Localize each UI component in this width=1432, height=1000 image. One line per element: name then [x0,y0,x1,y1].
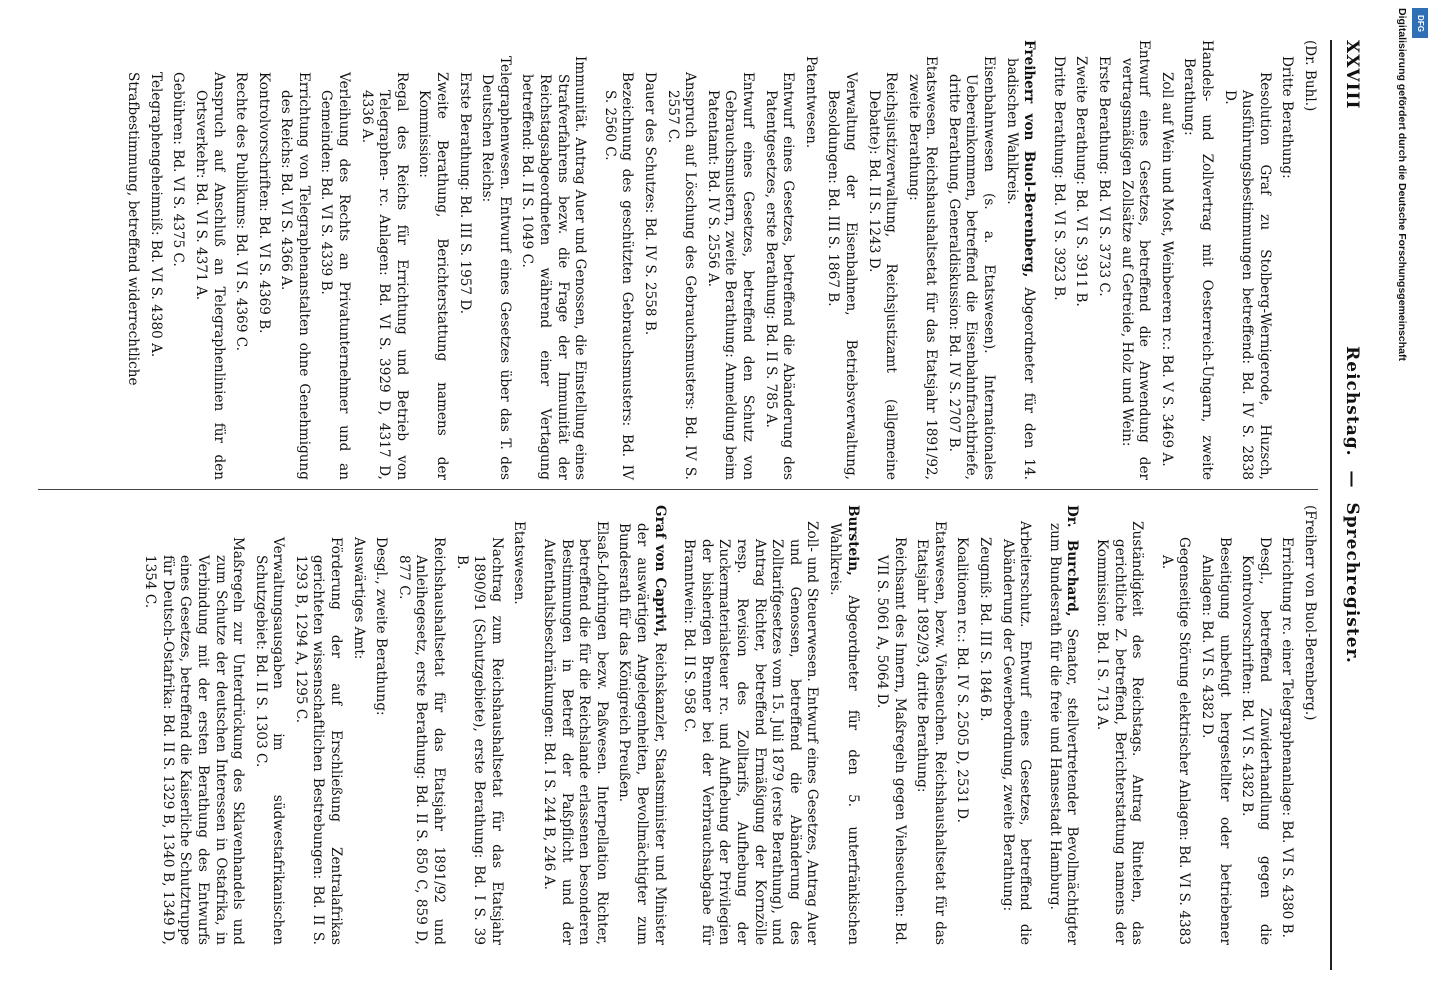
register-entry [1238,505,1273,945]
register-entry [254,40,272,480]
entry-text: Telegraphenwesen. Entwurf eines Gesetzes über das T. des Deutschen Reichs: [479,56,513,480]
entry-text: Anspruch auf Löschung des Gebrauchsmusters: Bd. IV S. 2557 C. [664,72,699,480]
register-entry [600,40,635,480]
dfg-logo [1412,8,1428,38]
column-divider [38,489,1318,490]
register-entry [455,40,473,480]
entry-text: Zoll- und Steuerwesen. Entwurf eines Gesetzes, Antrag Auer und Genossen, betreffend die Abänderung des Zolltarifgesetzes vom 15. Juli 1879 (erste Berathung), und Antrag Richter, betreffend Ermäßigung der Kornzölle resp. Revision des Zolltarifs, Aufhebung der Zuckermaterialsteuer rc. und Aufhebung der Privilegien der bisherigen Brenner bei der Verbrauchsabgabe für Branntwein: Bd. II S. 958 C. [681,521,821,945]
entry-text: Reichsamt des Innern, Maßregeln gegen Viehseuchen: Bd. VII S. 5061 A, 5064 D. [874,537,908,945]
register-entry [349,505,367,945]
register-entry [518,40,588,480]
register-entry [1049,40,1067,480]
entry-text: Entwurf eines Gesetzes, betreffend die Abänderung des Patentgesetzes, erste Berathung: Bd. II S. 785 A. [762,72,797,480]
register-entry [372,505,390,945]
entry-text: Patentwesen. [802,56,819,149]
register-entry [539,505,609,945]
entry-text: Abgeordneter für den 14. badischen Wahlkreis. [1003,58,1038,480]
register-entry [1092,505,1145,945]
entry-text: Zweite Berathung: Bd. VI S. 3911 B. [1073,56,1090,307]
entry-text: Entwurf eines Gesetzes, betreffend den Schutz von Gebrauchsmustern, zweite Berathung: Anmeldung beim Patentamt: Bd. IV S. 2556 A. [704,72,756,480]
entry-text: Verwaltung der Eisenbahnen, Betriebsverwaltung, Besoldungen: Bd. III S. 1867 B. [825,72,859,480]
register-entry [232,40,250,480]
entry-text: Etatswesen, bezw. Viehseuchen. Reichshaushaltsetat für das Etatsjahr 1892/93, dritte Berathung: [914,521,948,945]
entry-text: Errichtung von Telegraphenanstalten ohne Genehmigung des Reichs: Bd. VI S. 4366 A. [278,72,312,480]
register-entry [825,505,860,945]
register-entry [478,40,513,480]
entry-text: Immunität. Antrag Auer und Genossen, die Einstellung eines Strafverfahrens bezw. die Frage der Immunität der Reichstagsabgeordneten während einer Vertagung betreffend: Bd. II S. 1049 C. [519,56,589,480]
register-entry [1300,505,1318,945]
entry-text: Entwurf eines Gesetzes, betreffend die Anwendung der vertragsmäßigen Zollsätze auf Getreide, Holz und Wein: [1118,40,1153,480]
entry-text: Etatswesen. [511,521,528,605]
entry-text: Auswärtiges Amt: [350,537,367,660]
register-entry [141,505,247,945]
entry-text: Dauer des Schutzes: Bd. IV S. 2558 B. [642,72,658,336]
running-title-dash: — [1342,470,1362,489]
entry-text: Errichtung rc. einer Telegraphenanlage: Bd. VI S. 4380 B. [1279,537,1296,938]
entry-text: Förderung der auf Erschließung Zentralafrikas gerichteten wissenschaftlichen Bestrebungen: Bd. II S. 1293 B, 1294 A, 1295 C. [292,537,345,945]
entry-text: Dritte Berathung: Bd. VI S. 3923 B. [1050,56,1067,301]
rotated-page [10,0,1370,1000]
running-title [1342,40,1362,970]
entry-text: (Dr. Buhl.) [1302,40,1318,112]
entry-text: Regal des Reichs für Errichtung und Betrieb von Telegraphen- rc. Anlagen: Bd. VI S. 3929 D, 4317 D, 4336 A. [358,72,410,480]
register-entry [953,505,971,945]
dfg-logo-text: DFG [1415,14,1425,32]
entry-text: Bezeichnung des geschützten Gebrauchsmusters: Bd. IV S. 2560 C. [601,72,636,480]
register-entry [357,40,410,480]
register-entry [1157,505,1192,945]
entry-text: Reichshaushaltsetat für das Etatsjahr 1891/92 und Anleihegesetz, erste Berathung: Bd. II S. 850 C, 859 D, 877 C. [395,537,448,945]
entry-text: Reichsjustizverwaltung, Reichsjustizamt (allgemeine Debatte): Bd. II S. 1243 D. [865,72,900,480]
entry-text: Desgl., zweite Berathung: [373,537,390,716]
entry-text: Verleihung des Rechts an Privatunternehmer und an Gemeinden: Bd. VI S. 4339 B. [318,72,353,480]
entry-text: Zweite Berathung, Berichterstattung namens der Kommission: [416,72,451,480]
register-entry [976,505,994,945]
entry-text: Zuständigkeit des Reichstags. Antrag Rintelen, das gerichtliche Z. betreffend, Berichterstattung namens der Kommission: Bd. I S. 713 A. [1094,521,1146,945]
register-entry [1180,40,1215,480]
entry-text: Beseitigung unbefugt hergestellter oder betriebener Anlagen: Bd. VI S. 4382 D. [1199,537,1233,945]
entry-text: (Freiherr von Buol-Berenberg.) [1302,505,1318,721]
register-entry [191,40,226,480]
entry-text: Verwaltungsausgaben im südwestafrikanischen Schutzgebiet: Bd. II S. 1303 C. [252,537,287,945]
entry-text: Kontrolvorschriften: Bd. VI S. 4369 B. [255,72,272,334]
entry-text: Elsaß-Lothringen bezw. Paßwesen. Interpellation Richter, betreffend die für die Reichslande erlassenen besonderen Bestimmungen in Betreff der Paßpflicht und der Aufenthaltsbeschränkungen: Bd. I S. 244 B, 246 A. [541,521,610,945]
entry-text: Anspruch auf Anschluß an Telegraphenlinien für den Ortsverkehr: Bd. VI S. 4371 A. [192,72,227,480]
entry-text: Koalitionen rc.: Bd. IV S. 2505 D, 2531 D. [954,537,971,823]
register-entry [1002,40,1037,480]
entry-text: Zoll auf Wein und Most, Weinbeeren rc.: Bd. V S. 3469 A. [1158,72,1175,467]
register-entry [873,505,908,945]
register-entry [680,505,821,945]
page-number: XXVIII [1342,40,1362,110]
entry-text: Erste Berathung: Bd. VI S. 3733 C. [1096,56,1113,297]
entry-text: Gegenseitige Störung elektrischer Anlagen: Bd. VI S. 4383 A. [1158,537,1193,945]
register-entry [124,40,142,480]
register-entry [663,40,698,480]
entry-text: Eisenbahnwesen (s. a. Etatswesen). Internationales Uebereinkommen, betreffend die Eisenbahnfrachtbriefe, dritte Berathung, Generaldiskussion: Bd. IV S. 2707 B. [945,56,998,480]
entry-text: Nachtrag zum Reichshaushaltsetat für das Etatsjahr 1890/91 (Schutzgebiete), erste Berathung: Bd. I S. 39 B. [453,537,505,945]
entry-text: Maßregeln zur Unterdrückung des Sklavenhandels und zum Schutze der deutschen Interessen in Ostafrika, in Verbindung mit der ersten Berathung des Entwurfs eines Gesetzes, betreffend die Kaiserliche Schutztruppe für Deutsch-Ostafrika: Bd. II S. 1329 B, 1340 B, 1349 D, 1354 C. [142,537,247,945]
register-entry [913,505,948,945]
register-entry [415,40,450,480]
page-header [1328,40,1362,970]
register-entry [394,505,447,945]
register-entry [1278,40,1296,480]
entry-text: Rechte des Publikums: Bd. VI S. 4369 C. [233,72,250,352]
register-entry [277,40,312,480]
header-rule [1330,40,1332,970]
register-entry [169,40,187,480]
register-entry [317,40,352,480]
entry-text: Telegraphengeheimniß: Bd. VI S. 4380 A. [147,72,164,358]
register-entry [1094,40,1112,480]
register-entry [824,40,859,480]
entry-text: Arbeiterschutz. Entwurf eines Gesetzes, betreffend die Abänderung der Gewerbeordnung, zweite Berathung: [999,521,1034,945]
entry-text: Strafbestimmung, betreffend widerrechtliche [125,72,142,386]
running-title-left: Reichstag. [1342,346,1362,457]
speaker-name: Freiherr von Buol-Berenberg, [1021,40,1038,278]
register-entry [452,505,505,945]
entry-text: Etatswesen. Reichshaushaltsetat für das Etatsjahr 1891/92, zweite Berathung: [905,56,940,480]
entry-text: Senator, stellvertretender Bevollmächtigter zum Bundesrath für die freie und Hansestadt Hamburg. [1046,523,1081,945]
register-entry [615,505,668,945]
register-entry [904,40,939,480]
speaker-name: Burstein, [844,505,861,576]
register-entry [761,40,796,480]
entry-text: Erste Berathung: Bd. III S. 1957 D. [456,72,473,315]
entry-text: Handels- und Zollvertrag mit Oesterreich-Ungarn, zweite Berathung: [1181,40,1216,480]
register-entry [510,505,528,945]
register-entry [944,40,997,480]
entry-text: Resolution Graf zu Stolberg-Wernigerode, Huzsch, Ausführungsbestimmungen betreffend: Bd. IV S. 2838 D. [1221,72,1273,480]
register-entry [146,40,164,480]
entry-text: Reichskanzler, Staatsminister und Minister der auswärtigen Angelegenheiten, Bevollmächtigter zum Bundesrath für das Königreich Preußen. [616,523,668,945]
register-entry [1220,40,1273,480]
register-entry [1278,505,1296,945]
running-title-right: Sprechregister. [1342,502,1362,664]
register-entry [251,505,286,945]
register-entry [998,505,1033,945]
register-entry [1300,40,1318,480]
speaker-name: Graf von Caprivi, [651,505,668,637]
entry-text: Zeugniß: Bd. III S. 1846 B. [977,537,994,722]
entry-text: Desgl., betreffend Zuwiderhandlung gegen die Kontrolvorschriften: Bd. VI S. 4382 B. [1239,537,1273,945]
register-entry [291,505,344,945]
digitization-note: Digitalisierung gefördert durch die Deutsche Forschungsgemeinschaft [1396,8,1408,361]
speaker-name: Dr. Burchard, [1064,505,1081,617]
register-entry [1117,40,1152,480]
register-entry [1197,505,1232,945]
register-entry [801,40,819,480]
register-entry [1157,40,1175,480]
register-entry [703,40,756,480]
register-entry [864,40,899,480]
register-entry [1045,505,1080,945]
entry-text: Gebühren: Bd. VI S. 4375 C. [170,72,187,267]
right-column [136,505,1318,945]
entry-text: Abgeordneter für den 5. unterfränkischen Wahlkreis. [826,523,861,945]
left-column [119,40,1318,480]
register-entry [640,40,658,480]
register-entry [1072,40,1090,480]
entry-text: Dritte Berathung: [1279,56,1296,179]
